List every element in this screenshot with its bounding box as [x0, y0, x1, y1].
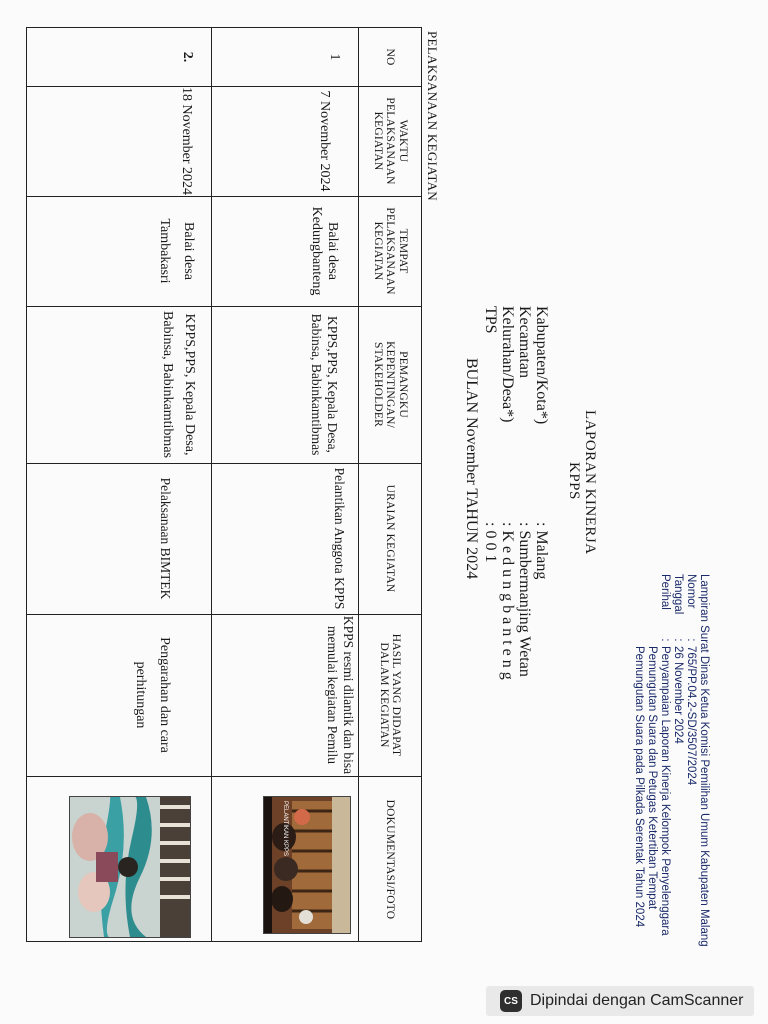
header-pemangku: PEMANGKU KEPENTINGAN/ STAKEHOLDER — [371, 341, 409, 428]
photo-bimtek-image — [70, 797, 190, 937]
row2-hasil: Pengarahan dan cara perhitungan — [133, 637, 172, 753]
row2-uraian: Pelaksanaan BIMTEK — [158, 477, 173, 600]
field-label: Kecamatan — [516, 306, 533, 378]
lampiran-heading: Lampiran Surat Dinas Ketua Komisi Pemilihan Umum Kabupaten Malang — [698, 574, 710, 947]
activity-table — [26, 27, 422, 942]
header-tempat: TEMPAT PELAKSANAAN KEGIATAN — [371, 207, 409, 295]
header-uraian: URAIAN KEGIATAN — [384, 484, 397, 593]
row1-no: 1 — [327, 53, 342, 61]
photo-caption: PELANTIKAN KPPS — [282, 801, 288, 857]
row1-tempat: Balai desa Kedungbanteng — [309, 206, 340, 296]
lampiran-key: Perihal — [659, 574, 671, 610]
field-value: : Sumbermanjing Wetan — [516, 522, 533, 677]
photo-pelantikan-image — [264, 797, 350, 933]
header-no: NO — [384, 48, 397, 66]
lampiran-value: Pemungutan Suara pada Pilkada Serentak Tahun 2024 — [633, 646, 645, 928]
row1-hasil: KPPS resmi dilantik dan bisa memulai kegiatan Pemilu — [325, 615, 356, 775]
lampiran-value: Pemungutan Suara dan Petugas Ketertiban Tempat — [646, 646, 658, 910]
lampiran-value: 26 November 2024 — [672, 646, 684, 744]
report-period: BULAN November TAHUN 2024 — [463, 358, 480, 580]
row2-pemangku: KPPS,PPS, Kepala Desa, Babinsa, Babinkamtibmas — [160, 311, 197, 458]
report-subtitle: KPPS — [566, 462, 582, 500]
row2-waktu: 18 November 2024 — [179, 86, 194, 196]
field-value: : Malang — [533, 522, 550, 580]
lampiran-colon: : — [659, 638, 671, 642]
report-title: LAPORAN KINERJA — [582, 410, 598, 555]
field-value: : K e d u n g b a n t e n g — [499, 522, 516, 680]
lampiran-value: Penyampaian Laporan Kinerja Kelompok Penyelenggara — [659, 646, 671, 936]
row2-tempat: Balai desa Tambakasri — [157, 218, 196, 284]
header-waktu: WAKTU PELAKSANAAN KEGIATAN — [371, 97, 409, 185]
lampiran-key: Nomor — [685, 574, 697, 609]
field-label: TPS — [482, 306, 499, 334]
row1-uraian: Pelantikan Anggota KPPS — [332, 467, 347, 610]
field-value: : 0 0 1 — [482, 522, 499, 563]
photo-bimtek — [69, 796, 191, 938]
field-label: Kabupaten/Kota*) — [533, 306, 550, 425]
row1-waktu: 7 November 2024 — [317, 90, 332, 192]
row2-no: 2. — [180, 51, 195, 63]
lampiran-value: 765/PP.04.2-SD/3507/2024 — [685, 646, 697, 786]
photo-pelantikan — [263, 796, 351, 934]
field-label: Kelurahan/Desa*) — [499, 306, 516, 423]
section-title: PELAKSANAAN KEGIATAN — [425, 31, 440, 201]
header-hasil: HASIL YANG DIDAPAT DALAM KEGIATAN — [378, 633, 403, 757]
lampiran-key: Tanggal — [672, 574, 684, 615]
camscanner-badge — [486, 986, 754, 1016]
row1-pemangku: KPPS,PPS, Kepala Desa, Babinsa, Babinkamtibmas — [309, 313, 340, 456]
camscanner-logo-icon: CS — [500, 990, 522, 1012]
lampiran-colon: : — [672, 638, 684, 642]
lampiran-colon: : — [685, 638, 697, 642]
header-dokumentasi: DOKUMENTASI/FOTO — [384, 799, 397, 920]
camscanner-label: Dipindai dengan CamScanner — [530, 992, 744, 1009]
